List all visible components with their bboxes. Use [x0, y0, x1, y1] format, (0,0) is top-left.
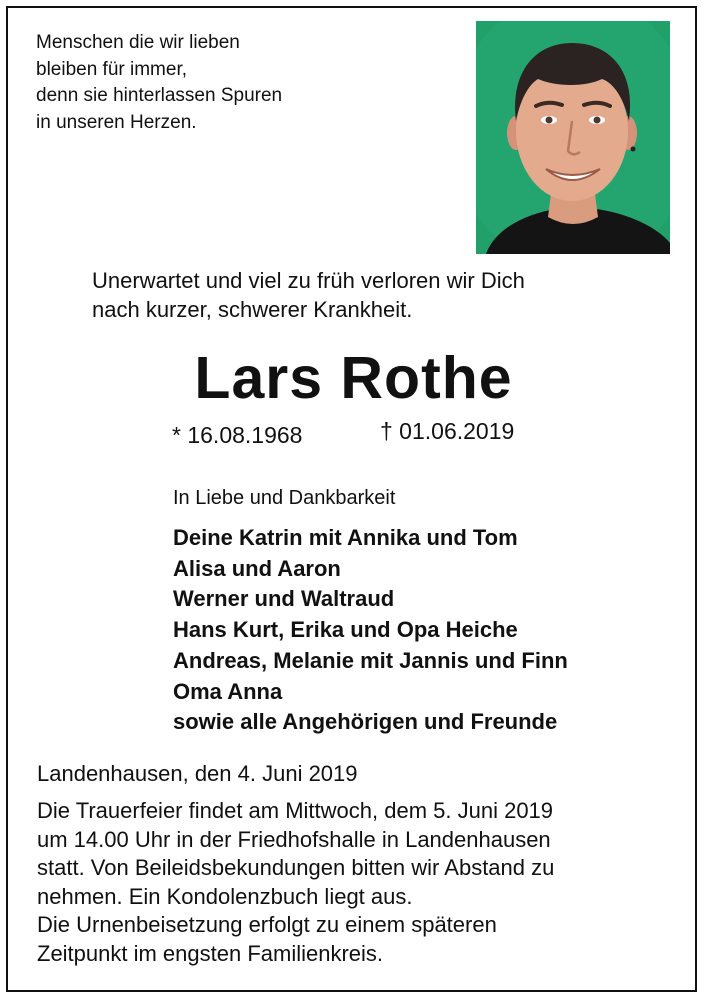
- mourner-line: Oma Anna: [173, 678, 283, 704]
- mourner-line: Andreas, Melanie mit Jannis und Finn: [173, 647, 568, 673]
- mourners-list: [173, 523, 568, 738]
- closing-phrase: In Liebe und Dankbarkeit: [173, 487, 396, 509]
- mourner-line: Deine Katrin mit Annika und Tom: [173, 525, 518, 550]
- portrait-photo: [476, 21, 670, 254]
- place-and-date: Landenhausen, den 4. Juni 2019: [37, 761, 358, 786]
- deceased-name: Lars Rothe: [194, 345, 513, 411]
- memorial-motto: Menschen die wir lieben bleiben für immer, denn sie hinterlassen Spuren in unseren Herzen.: [36, 32, 283, 133]
- funeral-notice: Die Trauerfeier findet am Mittwoch, dem 5. Juni 2019 um 14.00 Uhr in der Friedhofshalle in Landenhausen statt. Von Beileidsbekundungen bitten wir Abstand zu nehmen. Ein Kondolenzbuch liegt aus. Die Urnenbeisetzung erfolgt zu einem späteren Zeitpunkt im engsten Familienkreis.: [37, 798, 555, 966]
- mourner-line: Alisa und Aaron: [173, 555, 341, 581]
- mourner-line: Hans Kurt, Erika und Opa Heiche: [173, 617, 518, 643]
- intro-text: Unerwartet und viel zu früh verloren wir Dich nach kurzer, schwerer Krankheit.: [92, 268, 525, 322]
- death-date: † 01.06.2019: [380, 418, 515, 444]
- mourner-line: sowie alle Angehörigen und Freunde: [173, 709, 558, 735]
- mourner-line: Werner und Waltraud: [173, 586, 395, 612]
- birth-date: * 16.08.1968: [172, 422, 303, 448]
